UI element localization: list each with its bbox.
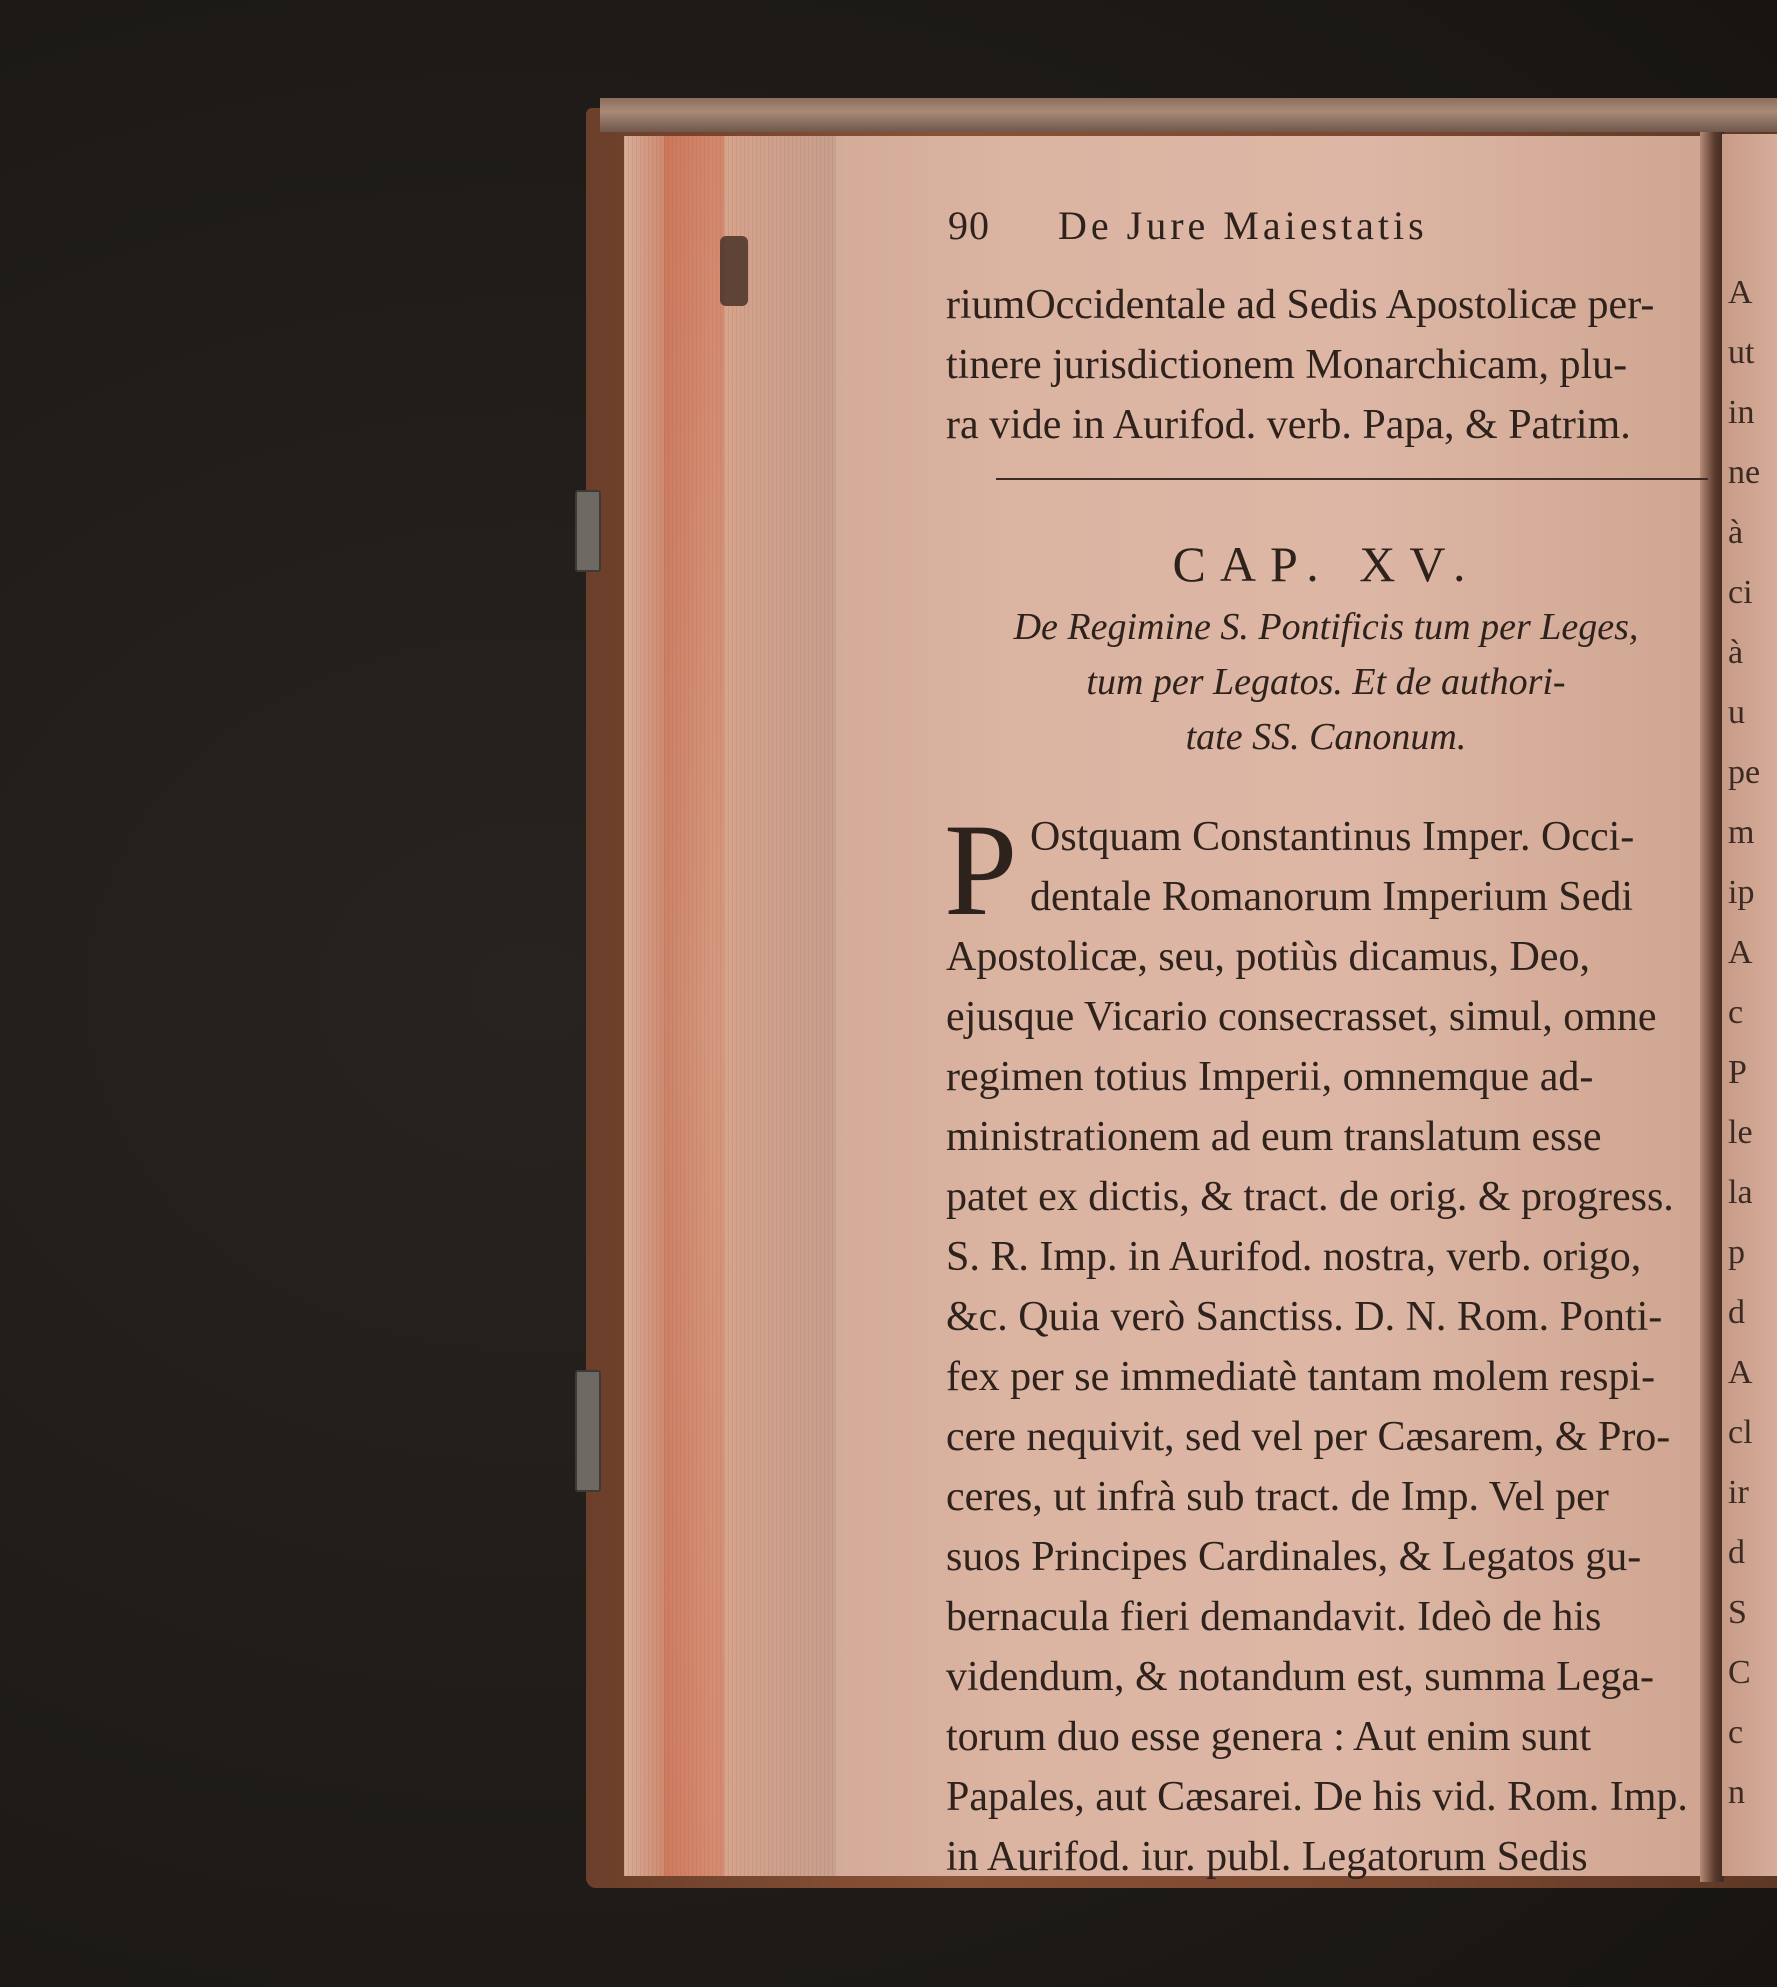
facing-page-fragment: u [1728, 694, 1745, 731]
body-line: regimen totius Imperii, omnemque ad- [946, 1054, 1594, 1100]
body-line: ejusque Vicario consecrasset, simul, omne [946, 994, 1657, 1040]
text-line: riumOccidentale ad Sedis Apostolicæ per- [946, 282, 1655, 328]
body-line: fex per se immediatè tantam molem respi- [946, 1354, 1656, 1400]
facing-page-fragment: P [1728, 1054, 1747, 1091]
text-line: tinere jurisdictionem Monarchicam, plu- [946, 342, 1628, 388]
body-line: S. R. Imp. in Aurifod. nostra, verb. origo, [946, 1234, 1642, 1280]
body-line: videndum, & notandum est, summa Lega- [946, 1654, 1655, 1700]
facing-page-fragment: n [1728, 1774, 1745, 1811]
facing-page-fragment: A [1728, 274, 1753, 311]
chapter-subtitle-line: De Regimine S. Pontificis tum per Leges, [1013, 606, 1639, 648]
facing-page-fragment: ir [1728, 1474, 1749, 1511]
chapter-subtitle-line: tate SS. Canonum. [1185, 716, 1467, 758]
facing-page-fragment: à [1728, 514, 1744, 551]
facing-page-fragment: m [1728, 814, 1755, 851]
facing-page-fragment: C [1728, 1654, 1751, 1691]
facing-page-fragment: A [1728, 934, 1753, 971]
facing-page-fragment: d [1728, 1294, 1745, 1331]
red-edge-stain [664, 136, 724, 1876]
facing-page-fragment: c [1728, 1714, 1744, 1751]
facing-page-fragment: pe [1728, 754, 1761, 791]
page-number: 90 [948, 203, 990, 248]
body-line: suos Principes Cardinales, & Legatos gu- [946, 1534, 1642, 1580]
facing-page-fragment: d [1728, 1534, 1745, 1571]
book-headband [600, 98, 1777, 132]
body-line: &c. Quia verò Sanctiss. D. N. Rom. Ponti- [946, 1294, 1663, 1340]
facing-page-fragment: ci [1728, 574, 1753, 611]
chapter-subtitle-line: tum per Legatos. Et de authori- [1086, 661, 1566, 703]
running-head-title: De Jure Maiestatis [1058, 203, 1428, 248]
body-line: cere nequivit, sed vel per Cæsarem, & Pro- [946, 1414, 1671, 1460]
facing-page-fragment: le [1728, 1114, 1753, 1151]
section-rule [996, 478, 1708, 480]
body-line: Ostquam Constantinus Imper. Occi- [1030, 814, 1635, 860]
facing-page-fragment: cl [1728, 1414, 1753, 1451]
chapter-heading: CAP. XV. [1172, 536, 1480, 592]
ink-stain [720, 236, 748, 306]
body-line: ministrationem ad eum translatum esse [946, 1114, 1602, 1160]
book-clasp-lower [575, 1370, 601, 1492]
page-fore-edge [624, 136, 844, 1876]
facing-page-fragment: la [1728, 1174, 1753, 1211]
book-clasp-upper [575, 490, 601, 572]
body-line: bernacula fieri demandavit. Ideò de his [946, 1594, 1602, 1640]
body-line: Apostolicæ, seu, potiùs dicamus, Deo, [946, 934, 1590, 980]
facing-page-fragment: ut [1728, 334, 1755, 371]
facing-page-fragment: ne [1728, 454, 1761, 491]
facing-page-fragment: c [1728, 994, 1744, 1031]
body-line: torum duo esse genera : Aut enim sunt [946, 1714, 1592, 1760]
body-line: dentale Romanorum Imperium Sedi [1030, 874, 1634, 920]
running-head [948, 202, 1708, 249]
drop-cap: P [944, 796, 1018, 943]
facing-page-fragment: A [1728, 1354, 1753, 1391]
facing-page-fragment: S [1728, 1594, 1747, 1631]
body-line: in Aurifod. iur. publ. Legatorum Sedis [946, 1834, 1588, 1880]
facing-page-fragment: ip [1728, 874, 1755, 911]
facing-page-fragment: in [1728, 394, 1755, 431]
facing-page [1722, 134, 1777, 1876]
text-line: ra vide in Aurifod. verb. Papa, & Patrim. [946, 402, 1631, 448]
book-gutter [1700, 132, 1724, 1882]
body-line: ceres, ut infrà sub tract. de Imp. Vel per [946, 1474, 1609, 1520]
body-line: patet ex dictis, & tract. de orig. & progress. [946, 1174, 1674, 1220]
facing-page-fragment: p [1728, 1234, 1745, 1271]
facing-page-fragment: à [1728, 634, 1744, 671]
body-line: Papales, aut Cæsarei. De his vid. Rom. Imp. [946, 1774, 1688, 1820]
